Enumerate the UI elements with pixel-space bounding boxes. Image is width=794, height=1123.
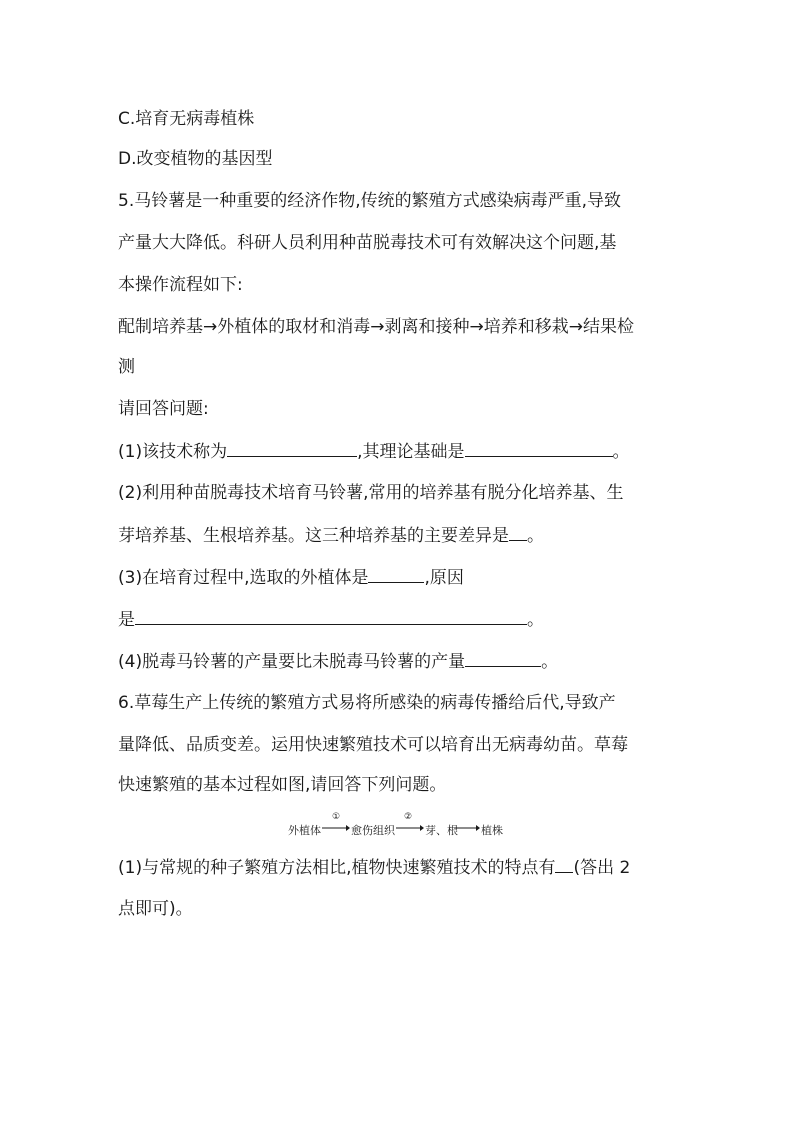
option-d: D.改变植物的基因型 bbox=[118, 149, 273, 169]
flow-node-bud-root: 芽、根 bbox=[425, 824, 458, 837]
answer-blank bbox=[227, 440, 357, 457]
question-6-line-2: 量降低、品质变差。运用快速繁殖技术可以培育出无病毒幼苗。草莓 bbox=[118, 735, 628, 755]
flow-step-2: ② bbox=[404, 812, 413, 822]
answer-blank bbox=[555, 856, 573, 873]
arrow-icon bbox=[322, 824, 350, 832]
answer-blank bbox=[465, 650, 541, 667]
arrow-icon bbox=[396, 824, 424, 832]
propagation-flow-diagram bbox=[288, 812, 518, 842]
process-flow-line-2: 测 bbox=[118, 357, 135, 377]
answer-blank bbox=[135, 608, 527, 625]
question-5-line-1: 5.马铃薯是一种重要的经济作物,传统的繁殖方式感染病毒严重,导致 bbox=[118, 191, 622, 211]
flow-node-callus: 愈伤组织 bbox=[351, 824, 395, 837]
question-6-line-3: 快速繁殖的基本过程如图,请回答下列问题。 bbox=[118, 775, 447, 795]
sub-question-3-line-1: (3)在培育过程中,选取的外植体是 ,原因 bbox=[118, 568, 464, 588]
question-6-line-1: 6.草莓生产上传统的繁殖方式易将所感染的病毒传播给后代,导致产 bbox=[118, 693, 616, 713]
flow-node-explant: 外植体 bbox=[288, 824, 321, 837]
sub-question-2-line-1: (2)利用种苗脱毒技术培育马铃薯,常用的培养基有脱分化培养基、生 bbox=[118, 483, 624, 503]
sub-question-3-line-2: 是 。 bbox=[118, 610, 544, 630]
answer-blank bbox=[465, 440, 613, 457]
question-6-sub-1-line-2: 点即可)。 bbox=[118, 899, 193, 919]
sub-question-4: (4)脱毒马铃薯的产量要比未脱毒马铃薯的产量 。 bbox=[118, 652, 559, 672]
answer-blank bbox=[509, 524, 527, 541]
sub-question-2-line-2: 芽培养基、生根培养基。这三种培养基的主要差异是 。 bbox=[118, 526, 544, 546]
question-5-line-3: 本操作流程如下: bbox=[118, 275, 243, 295]
question-5-line-2: 产量大大降低。科研人员利用种苗脱毒技术可有效解决这个问题,基 bbox=[118, 233, 617, 253]
answer-blank bbox=[368, 566, 424, 583]
sub-question-1: (1)该技术称为 ,其理论基础是 。 bbox=[118, 442, 630, 462]
flow-step-1: ① bbox=[332, 812, 341, 822]
prompt-line: 请回答问题: bbox=[118, 399, 209, 419]
process-flow-line-1: 配制培养基→外植体的取材和消毒→剥离和接种→培养和移栽→结果检 bbox=[118, 317, 634, 337]
option-c: C.培育无病毒植株 bbox=[118, 109, 255, 129]
flow-node-plant: 植株 bbox=[481, 824, 503, 837]
question-6-sub-1-line-1: (1)与常规的种子繁殖方法相比,植物快速繁殖技术的特点有 (答出 2 bbox=[118, 858, 631, 878]
arrow-icon bbox=[454, 824, 480, 832]
